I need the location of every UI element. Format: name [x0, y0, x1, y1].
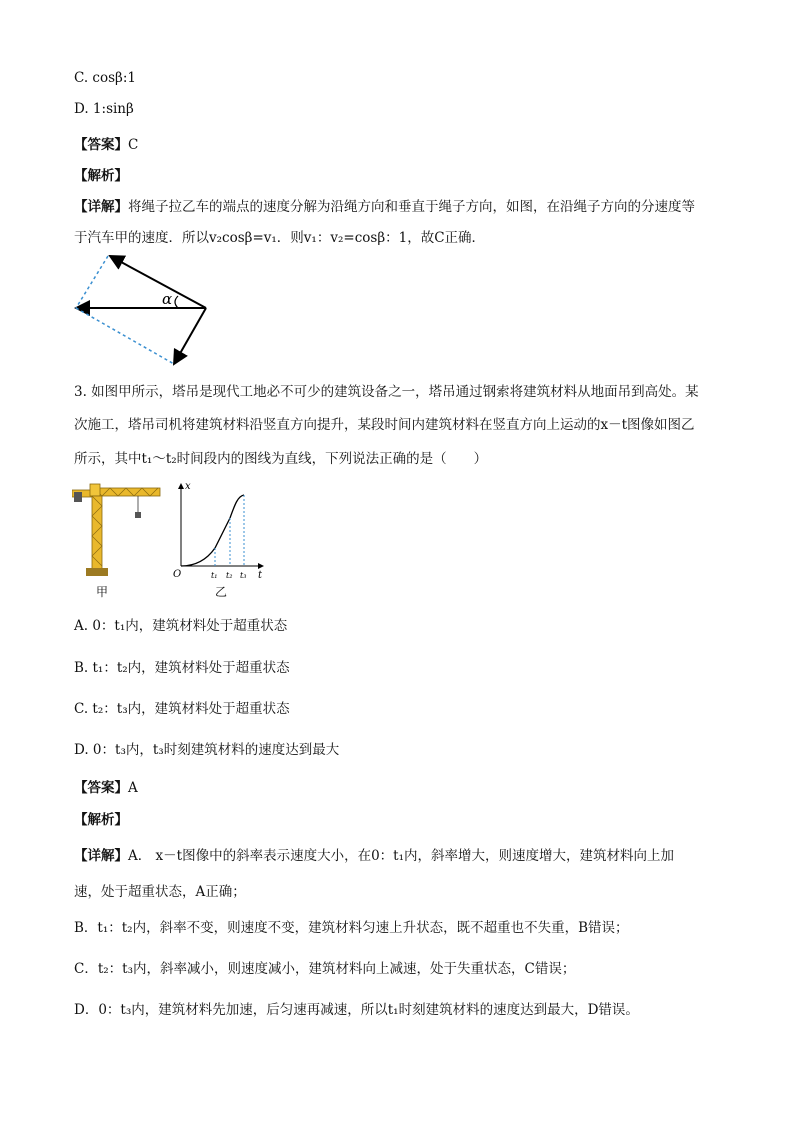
answer-label: 【答案】 — [74, 137, 128, 153]
velocity-v2-arrow — [110, 256, 206, 308]
q3-answer-line — [74, 776, 138, 796]
q3-detail-a-1 — [74, 844, 674, 864]
velocity-perpendicular-arrow — [174, 308, 206, 364]
axis-x-label: t — [258, 570, 263, 581]
q3-answer-value: A — [128, 780, 138, 796]
dashed-line-top — [76, 256, 108, 308]
q3-option-b: B. t₁：t₂内，建筑材料处于超重状态 — [74, 660, 290, 676]
detail-line-1 — [74, 195, 695, 215]
option-c: C. cosβ:1 — [74, 70, 136, 86]
caption-left: 甲 — [96, 585, 109, 599]
q3-detail-a-text: A． x－t图像中的斜率表示速度大小，在0：t₁内，斜率增大，则速度增大，建筑材料向上加 — [128, 848, 675, 864]
dashed-line-bottom — [76, 308, 174, 364]
analysis-label: 【解析】 — [74, 168, 128, 184]
q3-option-d: D. 0：t₃内，t₃时刻建筑材料的速度达到最大 — [74, 742, 340, 758]
detail-line-2: 于汽车甲的速度．所以v₂cosβ=v₁．则v₁：v₂=cosβ：1，故C正确． — [74, 230, 486, 246]
q3-option-a: A. 0：t₁内，建筑材料处于超重状态 — [74, 618, 288, 634]
x-t-graph — [170, 480, 270, 584]
axis-y-label: x — [185, 481, 191, 492]
answer-line — [74, 133, 138, 153]
detail-label: 【详解】 — [74, 199, 128, 215]
angle-label: α — [162, 290, 173, 308]
q3-detail-d: D．0：t₃内，建筑材料先加速，后匀速再减速，所以t₁时刻建筑材料的速度达到最大，D错误。 — [74, 1002, 639, 1018]
origin-label: O — [173, 569, 182, 580]
q3-stem-line-3: 所示，其中t₁～t₂时间段内的图线为直线，下列说法正确的是（ ） — [74, 451, 488, 467]
answer-value: C — [128, 137, 139, 153]
caption-right: 乙 — [215, 585, 228, 599]
q3-detail-b: B．t₁：t₂内，斜率不变，则速度不变，建筑材料匀速上升状态，既不超重也不失重，B错误； — [74, 920, 629, 936]
detail-text-1: 将绳子拉乙车的端点的速度分解为沿绳方向和垂直于绳子方向，如图，在沿绳子方向的分速度等 — [128, 199, 695, 215]
q3-answer-label: 【答案】 — [74, 780, 128, 796]
q3-stem-line-1: 3. 如图甲所示，塔吊是现代工地必不可少的建筑设备之一，塔吊通过钢索将建筑材料从地面吊到高处。某 — [74, 384, 699, 400]
tick-t1: t₁ — [211, 571, 218, 580]
option-d: D. 1:sinβ — [74, 101, 134, 117]
q3-stem-line-2: 次施工，塔吊司机将建筑材料沿竖直方向提升，某段时间内建筑材料在竖直方向上运动的x－t图像如图乙 — [74, 417, 695, 433]
q3-analysis-label: 【解析】 — [74, 812, 128, 828]
tick-t3: t₃ — [240, 571, 247, 580]
q3-detail-label: 【详解】 — [74, 848, 128, 864]
x-t-curve — [181, 495, 244, 566]
q3-option-c: C. t₂：t₃内，建筑材料处于超重状态 — [74, 701, 290, 717]
tick-t2: t₂ — [226, 571, 233, 580]
q3-detail-c: C．t₂：t₃内，斜率减小，则速度减小，建筑材料向上减速，处于失重状态，C错误； — [74, 961, 576, 977]
q3-detail-a-2: 速，处于超重状态，A正确； — [74, 884, 246, 900]
tower-crane-image — [72, 482, 164, 582]
velocity-decomposition-figure — [70, 252, 215, 367]
angle-arc — [175, 296, 178, 308]
